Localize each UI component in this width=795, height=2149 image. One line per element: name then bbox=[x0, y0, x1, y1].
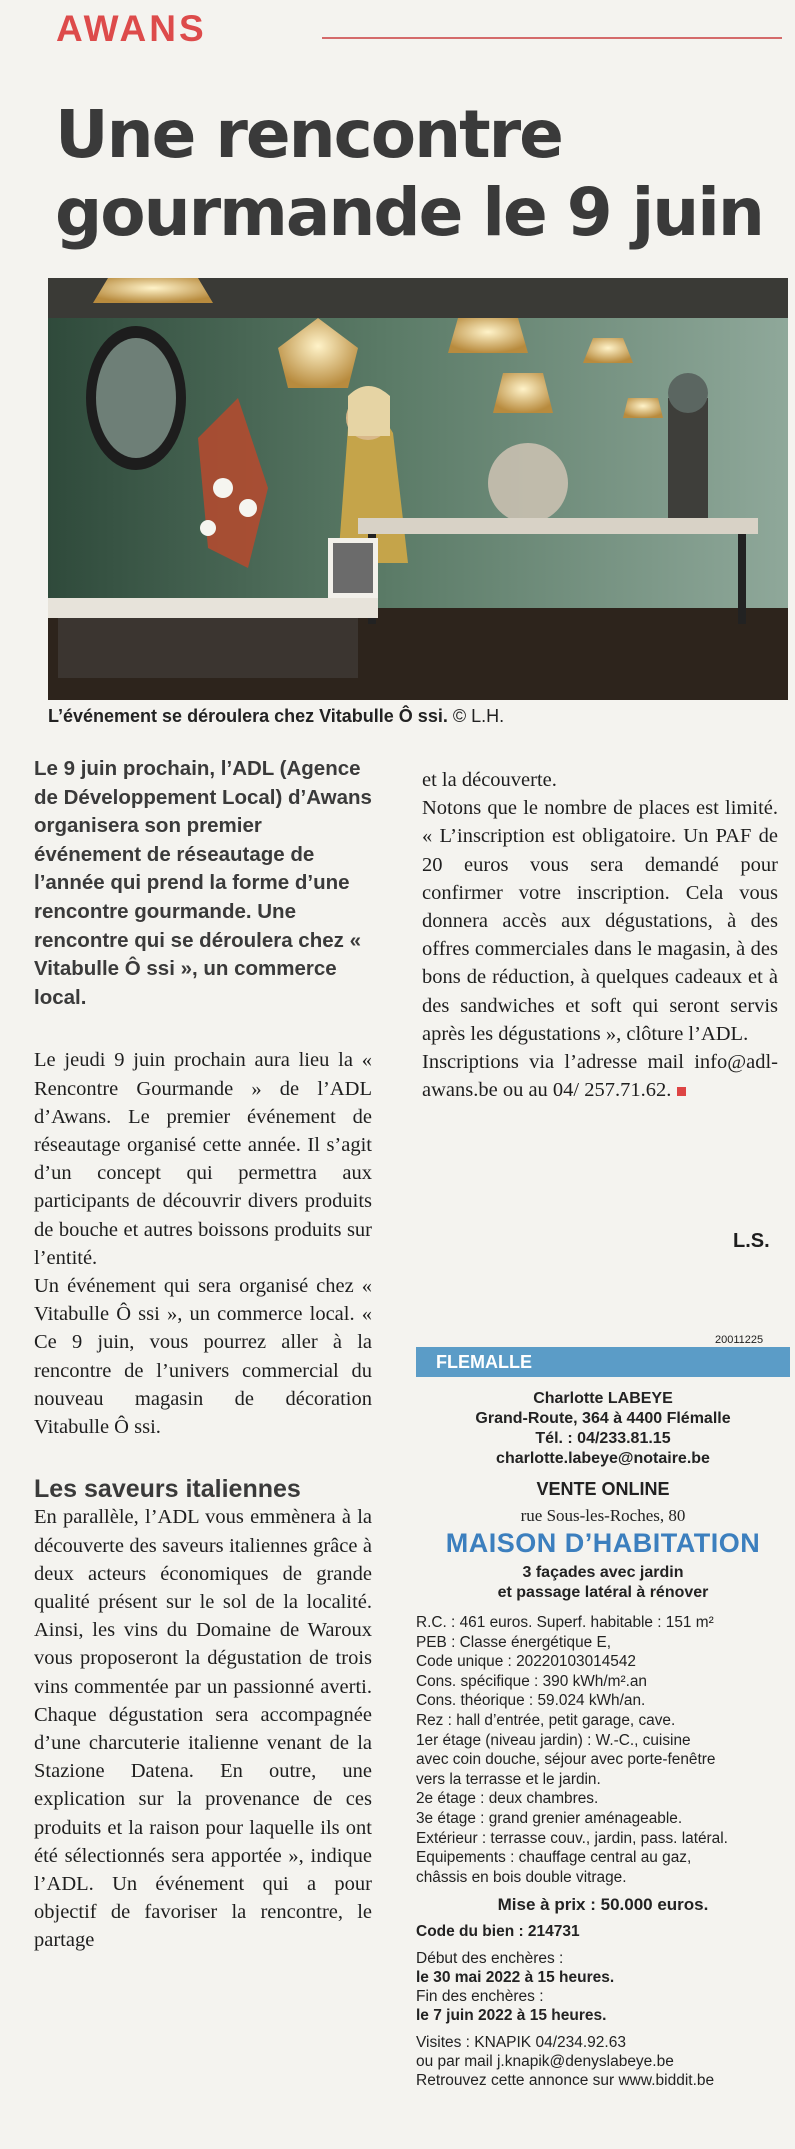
article-photo bbox=[48, 278, 788, 700]
detail-line: Code unique : 20220103014542 bbox=[416, 1653, 636, 1671]
notary-phone: Tél. : 04/233.81.15 bbox=[535, 1430, 671, 1447]
auction-end-label: Fin des enchères : bbox=[416, 1988, 544, 2006]
feature-line-2: et passage latéral à rénover bbox=[497, 1584, 709, 1601]
sale-type: VENTE ONLINE bbox=[536, 1479, 670, 1499]
ad-region-band: FLEMALLE bbox=[416, 1347, 790, 1377]
detail-line: 2e étage : deux chambres. bbox=[416, 1790, 599, 1808]
headline-line-2: gourmande le 9 juin bbox=[55, 174, 763, 251]
notary-name: Charlotte LABEYE bbox=[533, 1390, 673, 1407]
notary-address: Grand-Route, 364 à 4400 Flémalle bbox=[475, 1410, 731, 1427]
detail-line: Cons. spécifique : 390 kWh/m².an bbox=[416, 1672, 647, 1690]
section-kicker: AWANS bbox=[56, 8, 207, 49]
contact-text: Inscriptions via l’adresse mail info@adl-awans.be ou au 04/ 257.71.62. bbox=[422, 1051, 778, 1102]
notary-block bbox=[416, 1389, 790, 1469]
headline bbox=[55, 96, 775, 252]
detail-line: 1er étage (niveau jardin) : W.-C., cuisine bbox=[416, 1731, 691, 1749]
visit-line: ou par mail j.knapik@denyslabeye.be bbox=[416, 2053, 674, 2071]
auction-start: le 30 mai 2022 à 15 heures. bbox=[416, 1969, 615, 1987]
visit-info bbox=[416, 2033, 790, 2090]
author-signature: L.S. bbox=[733, 1230, 770, 1252]
end-mark-icon bbox=[677, 1087, 686, 1096]
notary-email: charlotte.labeye@notaire.be bbox=[496, 1450, 710, 1467]
detail-line: Cons. théorique : 59.024 kWh/an. bbox=[416, 1692, 646, 1710]
article-paragraph-5: Notons que le nombre de places est limité. « L’inscription est obligatoire. Un PAF de 20 euros vous sera demandé pour confirmer votre inscription. Cela vous donnera accès aux dégustations, à des offres commerciales dans le magasin, à des bons de réduction, à quelques cadeaux et à des sandwiches et soft qui seront servis après les dégustations », clôture l’ADL. bbox=[422, 797, 778, 1045]
caption-credit: © L.H. bbox=[452, 706, 505, 726]
real-estate-ad bbox=[416, 1347, 790, 2147]
article-paragraph-6 bbox=[422, 1048, 778, 1104]
detail-line: Equipements : chauffage central au gaz, bbox=[416, 1849, 692, 1867]
article-paragraph-4: et la découverte. bbox=[422, 769, 557, 791]
article-paragraph-2: Un événement qui sera organisé chez « Vitabulle Ô ssi », un commerce local. « Ce 9 juin, vous pourrez aller à la rencontre de l’univers commercial du nouveau magasin de décoration Vitabulle Ô ssi. bbox=[34, 1274, 372, 1438]
property-code: Code du bien : 214731 bbox=[416, 1923, 580, 1941]
property-type: MAISON D’HABITATION bbox=[445, 1528, 761, 1558]
detail-line: Extérieur : terrasse couv., jardin, pass. latéral. bbox=[416, 1829, 728, 1847]
section-rule bbox=[322, 37, 782, 39]
headline-line-1: Une rencontre bbox=[55, 96, 562, 173]
detail-line: Rez : hall d’entrée, petit garage, cave. bbox=[416, 1711, 676, 1729]
detail-line: châssis en bois double vitrage. bbox=[416, 1868, 627, 1886]
article-paragraph-1: Le jeudi 9 juin prochain aura lieu la « Rencontre Gourmande » de l’ADL d’Awans. Le premier événement de réseautage organisé cette année. Il s’agit d’un concept qui permettra aux participants de découvrir divers produits de bouche et autres boissons produits sur l’entité. bbox=[34, 1049, 372, 1269]
caption-text: L’événement se déroulera chez Vitabulle Ô ssi. bbox=[48, 706, 448, 726]
article-paragraph-3: En parallèle, l’ADL vous emmènera à la découverte des saveurs italiennes grâce à deux acteurs économiques de grande qualité présent sur le sol de la localité. Ainsi, les vins du Domaine de Waroux vous proposeront la dégustation de trois vins commentée par un passionné averti. Chaque dégustation sera accompagnée d’une charcuterie italienne venant de la Stazione Datena. En outre, une explication sur la provenance de ces produits et la raison pour laquelle ils ont été sélectionnés sera apportée », indique l’ADL. Un événement qui a pour objectif de favoriser la rencontre, le partage bbox=[34, 1506, 372, 1952]
visit-line: Visites : KNAPIK 04/234.92.63 bbox=[416, 2034, 626, 2052]
property-details bbox=[416, 1613, 790, 1887]
visit-line: Retrouvez cette annonce sur www.biddit.be bbox=[416, 2072, 715, 2090]
article-lead: Le 9 juin prochain, l’ADL (Agence de Développement Local) d’Awans organisera son premier événement de réseautage de l’année qui prend la forme d’une rencontre gourmande. Une rencontre qui se déroulera chez « Vitabulle Ô ssi », un commerce local. bbox=[34, 757, 372, 1009]
article-column-2 bbox=[422, 766, 778, 1104]
feature-line-1: 3 façades avec jardin bbox=[522, 1564, 684, 1581]
detail-line: avec coin douche, séjour avec porte-fenêtre bbox=[416, 1751, 716, 1769]
starting-price: Mise à prix : 50.000 euros. bbox=[497, 1895, 709, 1915]
property-street: rue Sous-les-Roches, 80 bbox=[520, 1506, 686, 1525]
detail-line: R.C. : 461 euros. Superf. habitable : 151 m² bbox=[416, 1614, 714, 1631]
ad-reference: 20011225 bbox=[715, 1334, 764, 1346]
property-features bbox=[416, 1563, 790, 1603]
auction-end: le 7 juin 2022 à 15 heures. bbox=[416, 2007, 607, 2025]
photo-caption bbox=[48, 706, 504, 727]
auction-start-label: Début des enchères : bbox=[416, 1950, 564, 1968]
article-column-1 bbox=[34, 755, 372, 1955]
article-subhead: Les saveurs italiennes bbox=[34, 1475, 301, 1504]
detail-line: vers la terrasse et le jardin. bbox=[416, 1770, 601, 1788]
auction-dates bbox=[416, 1949, 790, 2025]
detail-line: 3e étage : grand grenier aménageable. bbox=[416, 1809, 683, 1827]
detail-line: PEB : Classe énergétique E, bbox=[416, 1633, 612, 1651]
